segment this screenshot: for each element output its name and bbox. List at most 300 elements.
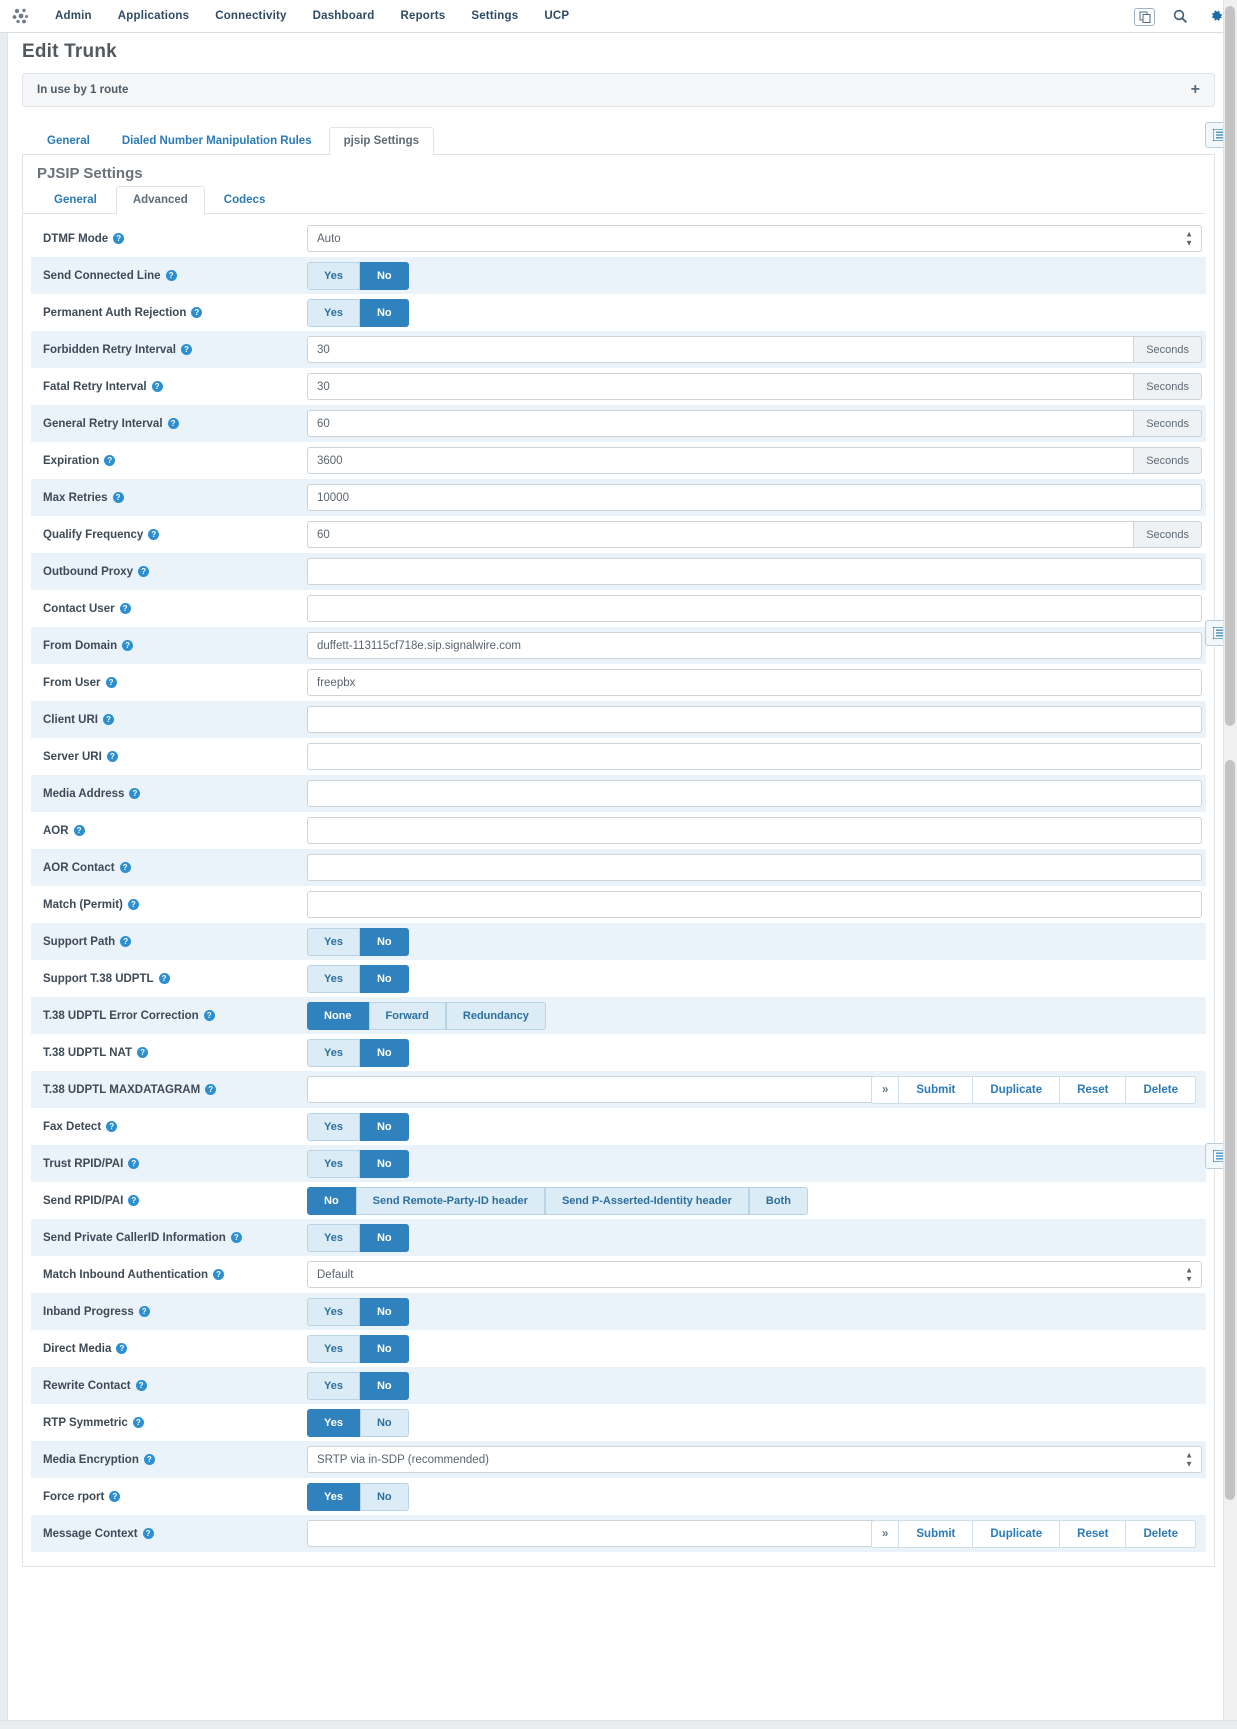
label-text: Expiration (43, 454, 100, 467)
label-send-private-callerid-information (35, 1232, 307, 1244)
form-row-outbound-proxy (31, 553, 1206, 590)
form-row-t-38-udptl-error-correction (31, 997, 1206, 1034)
toggle-group-trust-rpid-pai (307, 1150, 409, 1178)
help-icon[interactable]: ? (122, 640, 133, 651)
help-icon[interactable]: ? (213, 1269, 224, 1280)
toggle-option-no[interactable]: No (360, 1039, 409, 1067)
toggle-option-yes[interactable]: Yes (307, 1150, 360, 1178)
form-row-fatal-retry-interval (31, 368, 1206, 405)
label-text: Permanent Auth Rejection (43, 306, 187, 319)
label-t-38-udptl-maxdatagram (35, 1084, 307, 1096)
label-text: T.38 UDPTL NAT (43, 1046, 133, 1059)
form-row-forbidden-retry-interval (31, 331, 1206, 368)
input-addon-units: Seconds (1133, 410, 1202, 437)
input-group (307, 336, 1202, 363)
section-title: PJSIP Settings (37, 165, 143, 182)
nav-item-dashboard[interactable]: Dashboard (312, 10, 375, 22)
label-text: Media Encryption (43, 1453, 139, 1466)
toggle-group-support-t-38-udptl (307, 965, 409, 993)
label-match-permit (35, 899, 307, 911)
toggle-option-no[interactable]: No (360, 299, 409, 327)
form-row-send-connected-line (31, 257, 1206, 294)
select-dtmf-mode[interactable] (307, 225, 1202, 252)
toggle-option-yes[interactable]: Yes (307, 1335, 360, 1363)
help-icon[interactable]: ? (113, 492, 124, 503)
toggle-option-send-remote-party-id-header[interactable]: Send Remote-Party-ID header (356, 1187, 545, 1215)
help-icon[interactable]: ? (120, 603, 131, 614)
label-text: Server URI (43, 750, 102, 763)
expand-actions-chevron-icon[interactable]: » (871, 1076, 899, 1104)
form-row-t-38-udptl-nat (31, 1034, 1206, 1071)
chevron-updown-icon: ▲ ▼ (1185, 1265, 1193, 1283)
input-forbidden-retry-interval[interactable] (307, 336, 1133, 363)
label-text: Send Private CallerID Information (43, 1231, 226, 1244)
field-rewrite-contact (307, 1372, 1202, 1400)
chevron-updown-icon: ▲ ▼ (1185, 229, 1193, 247)
left-edge-strip (0, 0, 8, 1729)
field-send-private-callerid-information (307, 1224, 1202, 1252)
label-text: Message Context (43, 1527, 138, 1540)
form-row-send-private-callerid-information (31, 1219, 1206, 1256)
toggle-option-yes[interactable]: Yes (307, 1039, 360, 1067)
toggle-option-no[interactable]: No (360, 1372, 409, 1400)
field-max-retries (307, 484, 1202, 511)
toggle-group-direct-media (307, 1335, 409, 1363)
label-rtp-symmetric (35, 1417, 307, 1429)
field-t-38-udptl-error-correction (307, 1002, 1202, 1030)
input-from-user[interactable] (307, 669, 1202, 696)
label-max-retries (35, 492, 307, 504)
label-text: AOR Contact (43, 861, 115, 874)
expand-actions-chevron-icon[interactable]: » (871, 1520, 899, 1548)
tab-pjsip-general[interactable]: General (54, 194, 97, 206)
select-wrapper (307, 225, 1202, 252)
label-match-inbound-authentication (35, 1269, 307, 1281)
input-match-permit[interactable] (307, 891, 1202, 918)
label-dtmf-mode (35, 233, 307, 245)
footer-strip (0, 1720, 1237, 1729)
form-row-aor (31, 812, 1206, 849)
label-text: From User (43, 676, 101, 689)
toggle-option-no[interactable]: No (360, 928, 409, 956)
input-general-retry-interval[interactable] (307, 410, 1133, 437)
form-row-server-uri (31, 738, 1206, 775)
duplicate-button[interactable]: Duplicate (973, 1520, 1060, 1548)
label-text: Inband Progress (43, 1305, 134, 1318)
form-row-rewrite-contact (31, 1367, 1206, 1404)
toggle-option-yes[interactable]: Yes (307, 1298, 360, 1326)
select-match-inbound-authentication[interactable] (307, 1261, 1202, 1288)
nav-item-settings[interactable]: Settings (471, 10, 519, 22)
field-t-38-udptl-nat (307, 1039, 1202, 1067)
label-text: Forbidden Retry Interval (43, 343, 176, 356)
label-text: Rewrite Contact (43, 1379, 131, 1392)
help-icon[interactable]: ? (120, 862, 131, 873)
tab-pjsip-advanced[interactable]: Advanced (116, 186, 205, 214)
field-support-path (307, 928, 1202, 956)
field-inband-progress (307, 1298, 1202, 1326)
toggle-group-t-38-udptl-error-correction (307, 1002, 546, 1030)
in-use-banner[interactable] (22, 73, 1215, 107)
toggle-option-forward[interactable]: Forward (369, 1002, 446, 1030)
toggle-option-no[interactable]: No (360, 1483, 409, 1511)
input-group (307, 373, 1202, 400)
outer-tab-bar (22, 119, 1215, 155)
form-row-support-t-38-udptl (31, 960, 1206, 997)
scrollbar-thumb-lower[interactable] (1225, 760, 1235, 1500)
toggle-option-no[interactable]: No (360, 1224, 409, 1252)
help-icon[interactable]: ? (128, 1158, 139, 1169)
label-text: Send RPID/PAI (43, 1194, 124, 1207)
field-media-encryption (307, 1446, 1202, 1473)
help-icon[interactable]: ? (74, 825, 85, 836)
toggle-option-yes[interactable]: Yes (307, 965, 360, 993)
form-row-max-retries (31, 479, 1206, 516)
copy-icon[interactable] (1134, 8, 1155, 26)
reset-button[interactable]: Reset (1060, 1520, 1126, 1548)
submit-button[interactable]: Submit (899, 1076, 973, 1104)
label-inband-progress (35, 1306, 307, 1318)
label-text: AOR (43, 824, 69, 837)
form-row-from-user (31, 664, 1206, 701)
help-icon[interactable]: ? (104, 455, 115, 466)
field-match-inbound-authentication (307, 1261, 1202, 1288)
input-from-domain[interactable] (307, 632, 1202, 659)
label-text: DTMF Mode (43, 232, 109, 245)
label-forbidden-retry-interval (35, 344, 307, 356)
expand-plus-icon[interactable]: + (1190, 81, 1200, 98)
form-row-rtp-symmetric (31, 1404, 1206, 1441)
help-icon[interactable]: ? (133, 1417, 144, 1428)
field-dtmf-mode (307, 225, 1202, 252)
tab-dialed-number-manipulation-rules[interactable]: Dialed Number Manipulation Rules (121, 135, 312, 147)
help-icon[interactable]: ? (129, 788, 140, 799)
field-send-rpid-pai (307, 1187, 1202, 1215)
select-media-encryption[interactable] (307, 1446, 1202, 1473)
label-force-rport (35, 1491, 307, 1503)
form-row-match-permit (31, 886, 1206, 923)
label-t-38-udptl-nat (35, 1047, 307, 1059)
nav-item-reports[interactable]: Reports (400, 10, 446, 22)
page-title: Edit Trunk (22, 41, 117, 62)
field-general-retry-interval (307, 410, 1202, 437)
label-text: Trust RPID/PAI (43, 1157, 124, 1170)
toggle-option-redundancy[interactable]: Redundancy (446, 1002, 546, 1030)
duplicate-button[interactable]: Duplicate (973, 1076, 1060, 1104)
toggle-option-no[interactable]: No (360, 262, 409, 290)
input-max-retries[interactable] (307, 484, 1202, 511)
form-row-t-38-udptl-maxdatagram (31, 1071, 1206, 1108)
form-row-general-retry-interval (31, 405, 1206, 442)
form-row-aor-contact (31, 849, 1206, 886)
label-text: Direct Media (43, 1342, 112, 1355)
input-contact-user[interactable] (307, 595, 1202, 622)
input-media-address[interactable] (307, 780, 1202, 807)
toggle-group-send-rpid-pai (307, 1187, 808, 1215)
label-text: Fatal Retry Interval (43, 380, 147, 393)
help-icon[interactable]: ? (128, 1195, 139, 1206)
form-row-from-domain (31, 627, 1206, 664)
help-icon[interactable]: ? (106, 677, 117, 688)
help-icon[interactable]: ? (107, 751, 118, 762)
toggle-option-yes[interactable]: Yes (307, 928, 360, 956)
field-outbound-proxy (307, 558, 1202, 585)
nav-item-admin[interactable]: Admin (55, 10, 92, 22)
field-contact-user (307, 595, 1202, 622)
toggle-option-no[interactable]: No (360, 965, 409, 993)
field-rtp-symmetric (307, 1409, 1202, 1437)
toggle-option-no[interactable]: No (360, 1409, 409, 1437)
label-rewrite-contact (35, 1380, 307, 1392)
toggle-group-rewrite-contact (307, 1372, 409, 1400)
input-aor-contact[interactable] (307, 854, 1202, 881)
label-send-rpid-pai (35, 1195, 307, 1207)
input-group (307, 447, 1202, 474)
toggle-group-send-private-callerid-information (307, 1224, 409, 1252)
label-support-path (35, 936, 307, 948)
top-navigation-bar (0, 0, 1237, 33)
settings-form (23, 214, 1214, 1552)
help-icon[interactable]: ? (152, 381, 163, 392)
label-text: T.38 UDPTL MAXDATAGRAM (43, 1083, 201, 1096)
label-qualify-frequency (35, 529, 307, 541)
field-from-user (307, 669, 1202, 696)
form-row-force-rport (31, 1478, 1206, 1515)
nav-item-ucp[interactable]: UCP (544, 10, 570, 22)
input-outbound-proxy[interactable] (307, 558, 1202, 585)
field-permanent-auth-rejection (307, 299, 1202, 327)
input-server-uri[interactable] (307, 743, 1202, 770)
toggle-option-yes[interactable]: Yes (307, 299, 360, 327)
label-text: Match Inbound Authentication (43, 1268, 209, 1281)
input-addon-units: Seconds (1133, 373, 1202, 400)
label-direct-media (35, 1343, 307, 1355)
help-icon[interactable]: ? (113, 233, 124, 244)
toggle-option-yes[interactable]: Yes (307, 1483, 360, 1511)
label-t-38-udptl-error-correction (35, 1010, 307, 1022)
field-media-address (307, 780, 1202, 807)
form-row-support-path (31, 923, 1206, 960)
scrollbar-thumb-upper[interactable] (1225, 6, 1235, 726)
help-icon[interactable]: ? (143, 1528, 154, 1539)
help-icon[interactable]: ? (205, 1084, 216, 1095)
toggle-option-both[interactable]: Both (749, 1187, 808, 1215)
field-direct-media (307, 1335, 1202, 1363)
toggle-option-yes[interactable]: Yes (307, 1372, 360, 1400)
help-icon[interactable]: ? (181, 344, 192, 355)
select-wrapper (307, 1446, 1202, 1473)
field-fatal-retry-interval (307, 373, 1202, 400)
in-use-text: In use by 1 route (37, 84, 129, 96)
toggle-option-yes[interactable]: Yes (307, 1224, 360, 1252)
field-aor (307, 817, 1202, 844)
toggle-group-force-rport (307, 1483, 409, 1511)
field-force-rport (307, 1483, 1202, 1511)
form-row-fax-detect (31, 1108, 1206, 1145)
label-text: Fax Detect (43, 1120, 102, 1133)
form-row-media-address (31, 775, 1206, 812)
help-icon[interactable]: ? (137, 1047, 148, 1058)
label-text: From Domain (43, 639, 118, 652)
label-text: Client URI (43, 713, 98, 726)
input-group (307, 521, 1202, 548)
pjsip-settings-panel (22, 155, 1215, 1567)
form-row-client-uri (31, 701, 1206, 738)
label-client-uri (35, 714, 307, 726)
help-icon[interactable]: ? (136, 1380, 147, 1391)
form-row-send-rpid-pai (31, 1182, 1206, 1219)
label-text: Qualify Frequency (43, 528, 144, 541)
field-aor-contact (307, 854, 1202, 881)
tab-pjsip-codecs[interactable]: Codecs (223, 194, 266, 206)
label-outbound-proxy (35, 566, 307, 578)
help-icon[interactable]: ? (138, 566, 149, 577)
field-forbidden-retry-interval (307, 336, 1202, 363)
label-text: Media Address (43, 787, 125, 800)
field-send-connected-line (307, 262, 1202, 290)
tab-general[interactable]: General (47, 135, 90, 147)
label-media-encryption (35, 1454, 307, 1466)
form-action-bar (871, 1520, 1196, 1548)
form-row-expiration (31, 442, 1206, 479)
form-row-message-context (31, 1515, 1206, 1552)
help-icon[interactable]: ? (116, 1343, 127, 1354)
form-action-bar (871, 1076, 1196, 1104)
help-icon[interactable]: ? (144, 1454, 155, 1465)
help-icon[interactable]: ? (191, 307, 202, 318)
label-message-context (35, 1528, 307, 1540)
toggle-option-no[interactable]: No (360, 1298, 409, 1326)
help-icon[interactable]: ? (120, 936, 131, 947)
label-server-uri (35, 751, 307, 763)
field-expiration (307, 447, 1202, 474)
toggle-group-send-connected-line (307, 262, 409, 290)
field-fax-detect (307, 1113, 1202, 1141)
toggle-group-rtp-symmetric (307, 1409, 409, 1437)
input-aor[interactable] (307, 817, 1202, 844)
form-row-contact-user (31, 590, 1206, 627)
help-icon[interactable]: ? (103, 714, 114, 725)
label-aor-contact (35, 862, 307, 874)
toggle-option-no[interactable]: No (360, 1150, 409, 1178)
form-row-qualify-frequency (31, 516, 1206, 553)
label-expiration (35, 455, 307, 467)
label-contact-user (35, 603, 307, 615)
asterisk-logo-icon[interactable] (8, 5, 34, 27)
toggle-option-send-p-asserted-identity-header[interactable]: Send P-Asserted-Identity header (545, 1187, 749, 1215)
field-client-uri (307, 706, 1202, 733)
chevron-updown-icon: ▲ ▼ (1185, 1450, 1193, 1468)
search-icon[interactable] (1169, 7, 1191, 27)
help-icon[interactable]: ? (106, 1121, 117, 1132)
tab-pjsip-settings[interactable]: pjsip Settings (329, 127, 434, 155)
field-match-permit (307, 891, 1202, 918)
toggle-option-no[interactable]: No (360, 1335, 409, 1363)
label-text: Outbound Proxy (43, 565, 134, 578)
label-fax-detect (35, 1121, 307, 1133)
form-row-match-inbound-authentication (31, 1256, 1206, 1293)
toggle-option-no[interactable]: No (360, 1113, 409, 1141)
input-addon-units: Seconds (1133, 447, 1202, 474)
label-text: Force rport (43, 1490, 105, 1503)
toggle-option-yes[interactable]: Yes (307, 262, 360, 290)
label-general-retry-interval (35, 418, 307, 430)
label-text: Max Retries (43, 491, 108, 504)
top-nav-right-tools (1134, 0, 1227, 33)
submit-button[interactable]: Submit (899, 1520, 973, 1548)
toggle-option-no[interactable]: No (307, 1187, 356, 1215)
form-row-permanent-auth-rejection (31, 294, 1206, 331)
input-qualify-frequency[interactable] (307, 521, 1133, 548)
label-send-connected-line (35, 270, 307, 282)
toggle-option-yes[interactable]: Yes (307, 1409, 360, 1437)
inner-tab-bar (23, 186, 1204, 214)
help-icon[interactable]: ? (166, 270, 177, 281)
label-fatal-retry-interval (35, 381, 307, 393)
label-permanent-auth-rejection (35, 307, 307, 319)
label-text: Support Path (43, 935, 116, 948)
help-icon[interactable]: ? (231, 1232, 242, 1243)
reset-button[interactable]: Reset (1060, 1076, 1126, 1104)
field-trust-rpid-pai (307, 1150, 1202, 1178)
help-icon[interactable]: ? (109, 1491, 120, 1502)
help-icon[interactable]: ? (148, 529, 159, 540)
select-wrapper (307, 1261, 1202, 1288)
delete-button[interactable]: Delete (1126, 1076, 1196, 1104)
help-icon[interactable]: ? (204, 1010, 215, 1021)
label-text: Match (Permit) (43, 898, 123, 911)
toggle-group-support-path (307, 928, 409, 956)
toggle-group-fax-detect (307, 1113, 409, 1141)
help-icon[interactable]: ? (159, 973, 170, 984)
field-qualify-frequency (307, 521, 1202, 548)
help-icon[interactable]: ? (139, 1306, 150, 1317)
label-text: Send Connected Line (43, 269, 161, 282)
toggle-group-t-38-udptl-nat (307, 1039, 409, 1067)
label-aor (35, 825, 307, 837)
input-addon-units: Seconds (1133, 521, 1202, 548)
toggle-group-inband-progress (307, 1298, 409, 1326)
label-trust-rpid-pai (35, 1158, 307, 1170)
toggle-group-permanent-auth-rejection (307, 299, 409, 327)
label-text: RTP Symmetric (43, 1416, 128, 1429)
toggle-option-none[interactable]: None (307, 1002, 369, 1030)
form-row-media-encryption (31, 1441, 1206, 1478)
label-from-domain (35, 640, 307, 652)
label-support-t-38-udptl (35, 973, 307, 985)
field-server-uri (307, 743, 1202, 770)
form-row-direct-media (31, 1330, 1206, 1367)
label-text: T.38 UDPTL Error Correction (43, 1009, 199, 1022)
nav-item-applications[interactable]: Applications (117, 10, 190, 22)
delete-button[interactable]: Delete (1126, 1520, 1196, 1548)
field-from-domain (307, 632, 1202, 659)
label-media-address (35, 788, 307, 800)
form-row-trust-rpid-pai (31, 1145, 1206, 1182)
toggle-option-yes[interactable]: Yes (307, 1113, 360, 1141)
help-icon[interactable]: ? (168, 418, 179, 429)
input-fatal-retry-interval[interactable] (307, 373, 1133, 400)
page-scrollbar[interactable] (1223, 0, 1237, 1729)
nav-item-connectivity[interactable]: Connectivity (215, 10, 287, 22)
label-text: Contact User (43, 602, 115, 615)
label-text: General Retry Interval (43, 417, 163, 430)
help-icon[interactable]: ? (128, 899, 139, 910)
label-from-user (35, 677, 307, 689)
field-support-t-38-udptl (307, 965, 1202, 993)
input-expiration[interactable] (307, 447, 1133, 474)
input-client-uri[interactable] (307, 706, 1202, 733)
